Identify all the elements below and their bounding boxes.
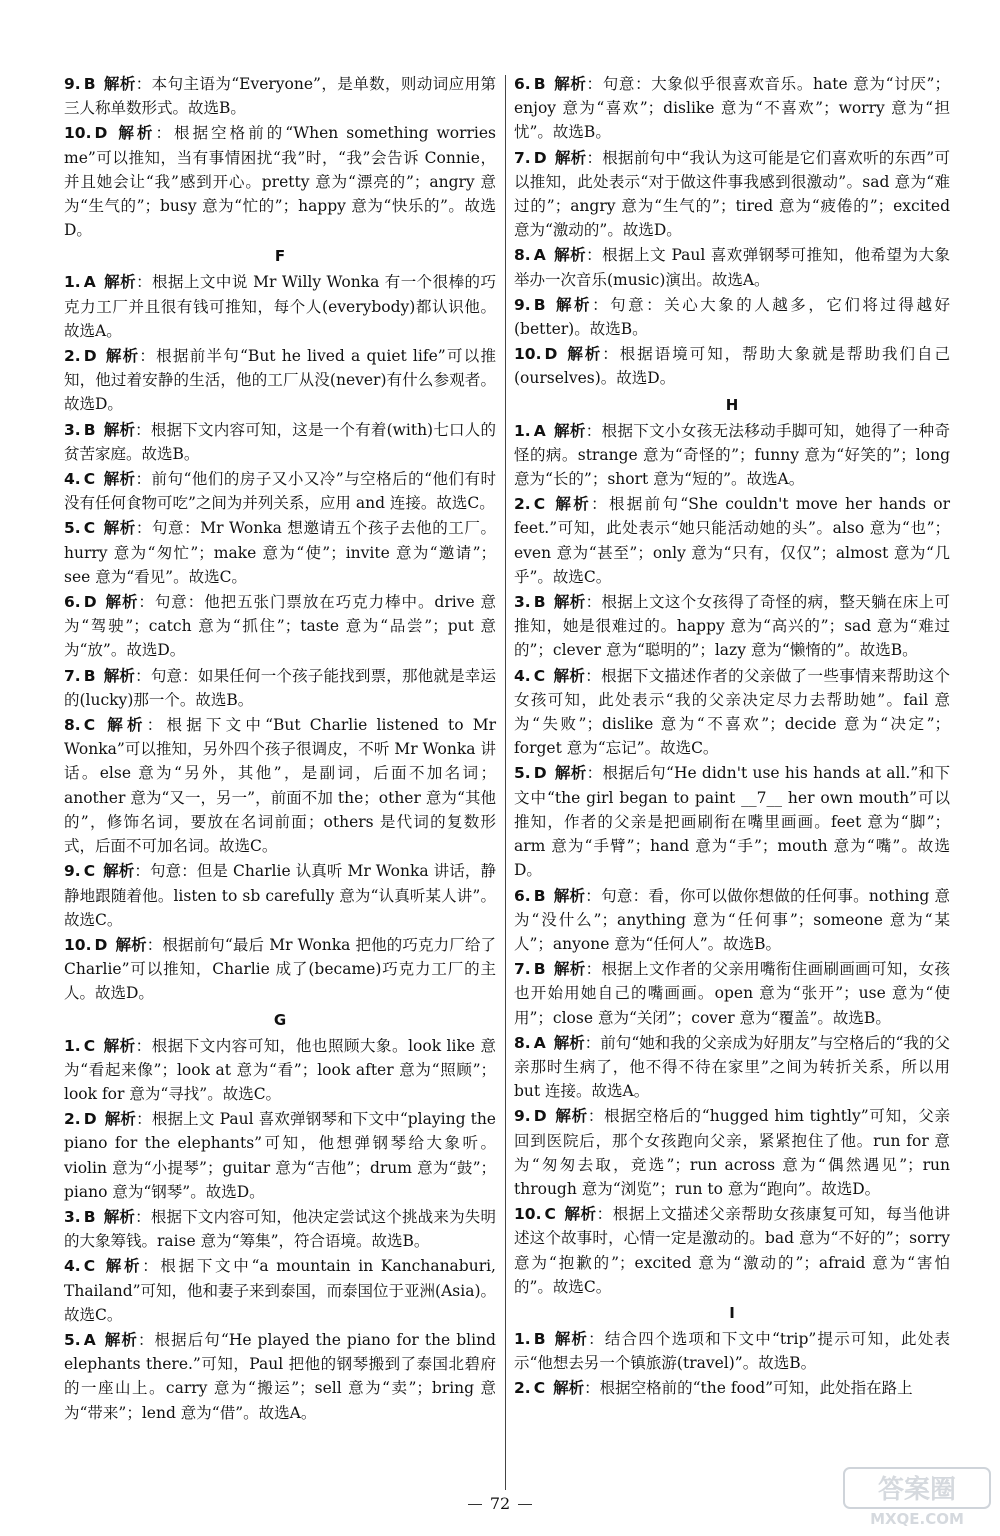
answer-letter: C xyxy=(83,470,96,489)
answer-item xyxy=(64,713,496,858)
explanation-tag: 解析 xyxy=(115,934,147,954)
explanation-tag: 解析 xyxy=(103,1035,136,1055)
tag-colon: ： xyxy=(592,295,611,314)
answer-letter: A xyxy=(533,421,546,440)
watermark-title: 答案圈 xyxy=(877,1475,957,1505)
explanation-text: 根据前句中“我认为这可能是它们喜欢听的东西”可以推知，此处表示“对于做这件事我感到很激动”。sad 意为“难过的”；angry 意为“生气的”；tired 意为“疲倦的”；excited 意为“激动的”。故选D。 xyxy=(514,148,950,240)
question-number: 3. xyxy=(64,420,81,439)
explanation-tag: 解析 xyxy=(553,592,586,612)
right-column xyxy=(514,72,950,1402)
question-number: 10. xyxy=(64,935,92,954)
explanation-text: 根据上文这个女孩得了奇怪的病，整天躺在床上可推知，她是很难过的。happy 意为“高兴的”；sad 意为“难过的”；clever 意为“聪明的”；lazy 意为“懒惰的”。故选B。 xyxy=(514,593,950,660)
explanation-tag: 解析 xyxy=(103,1206,136,1226)
left-column xyxy=(64,72,496,1426)
answer-letter: B xyxy=(533,960,546,979)
answer-letter: D xyxy=(83,1110,97,1129)
tag-colon: ： xyxy=(135,666,151,685)
explanation-tag: 解析 xyxy=(554,763,587,783)
answer-item xyxy=(514,1327,950,1375)
explanation-text: 句意：Mr Wonka 想邀请五个孩子去他的工厂。hurry 意为“匆忙”；make 意为“使”；invite 意为“邀请”；see 意为“看见”。故选C。 xyxy=(64,519,496,586)
watermark-logo xyxy=(842,1466,992,1528)
answer-item xyxy=(514,146,950,243)
answer-item xyxy=(64,121,496,242)
tag-colon: ： xyxy=(136,1110,152,1129)
explanation-text: 根据后句“He didn't use his hands at all.”和下文中“the girl began to paint __7__ her own mouth”可以推知，作者的父亲是把画刷衔在嘴里画画。feet 意为“脚”；arm 意为“手臂”；hand 意为“手”；mouth 意为“嘴”。故选D。 xyxy=(514,764,950,880)
explanation-tag: 解析 xyxy=(553,1328,589,1348)
question-number: 5. xyxy=(64,1330,81,1349)
explanation-text: 根据下文描述作者的父亲做了一些事情来帮助这个女孩可知，此处表示“我的父亲决定尽力去帮助她”。fail 意为“失败”；dislike 意为“不喜欢”；decide 意为“决定”；forget 意为“忘记”。故选C。 xyxy=(514,666,950,758)
tag-colon: ： xyxy=(585,421,602,440)
answer-letter: D xyxy=(94,124,108,143)
question-number: 1. xyxy=(64,273,81,292)
tag-colon: ： xyxy=(134,862,150,881)
explanation-tag: 解析 xyxy=(553,494,592,514)
question-number: 3. xyxy=(514,593,531,612)
tag-colon: ： xyxy=(135,470,152,489)
answer-item xyxy=(514,342,950,390)
explanation-text: 根据上文 Paul 喜欢弹钢琴可推知，他希望为大象举办一次音乐(music)演出。故选A。 xyxy=(514,246,950,289)
explanation-text: 句意：如果任何一个孩子能找到票，那他就是幸运的(lucky)那一个。故选B。 xyxy=(64,666,496,709)
explanation-text: 前句“他们的房子又小又冷”与空格后的“他们有时没有任何食物可吃”之间为并列关系，应用 and 连接。故选C。 xyxy=(64,470,496,513)
question-number: 7. xyxy=(514,148,531,167)
answer-item xyxy=(64,1328,496,1425)
tag-colon: ： xyxy=(135,1036,152,1055)
tag-colon: ： xyxy=(585,666,602,685)
answer-item xyxy=(64,933,496,1006)
tag-colon: ： xyxy=(585,960,602,979)
section-heading: G xyxy=(273,1010,287,1029)
tag-colon: ： xyxy=(591,495,609,514)
explanation-tag: 解析 xyxy=(115,123,156,143)
section-heading: I xyxy=(729,1303,735,1322)
tag-colon: ： xyxy=(588,1329,605,1348)
page-number: 72 xyxy=(489,1494,511,1513)
watermark-url: MXQE.COM xyxy=(870,1510,964,1528)
question-number: 6. xyxy=(64,593,81,612)
answer-item xyxy=(64,1205,496,1253)
tag-colon: ： xyxy=(155,124,175,143)
explanation-tag: 解析 xyxy=(104,1109,137,1129)
question-number: 4. xyxy=(64,470,81,489)
tag-colon: ： xyxy=(138,593,155,612)
tag-colon: ： xyxy=(146,716,167,735)
answer-letter: D xyxy=(544,345,558,364)
tag-colon: ： xyxy=(142,1257,161,1276)
answer-item xyxy=(514,1202,950,1299)
explanation-tag: 解析 xyxy=(103,861,135,881)
question-number: 2. xyxy=(514,495,531,514)
question-number: 4. xyxy=(514,666,531,685)
question-number: 4. xyxy=(64,1257,81,1276)
answer-item xyxy=(64,1254,496,1327)
tag-colon: ： xyxy=(586,764,603,783)
explanation-text: 根据下文中“a mountain in Kanchanaburi, Thailand”可知，他和妻子来到泰国，而泰国位于亚洲(Asia)。故选C。 xyxy=(64,1257,496,1324)
answer-item xyxy=(64,1034,496,1107)
answer-letter: A xyxy=(83,273,96,292)
answer-item xyxy=(514,1031,950,1104)
question-number: 6. xyxy=(514,75,531,93)
answer-item xyxy=(64,344,496,417)
explanation-text: 根据上文描述父亲帮助女孩康复可知，每当他讲述这个故事时，心情一定是激动的。bad 意为“不好的”；sorry 意为“抱歉的”；excited 意为“激动的”；afraid 意为“害怕的”。故选C。 xyxy=(514,1205,951,1296)
question-number: 7. xyxy=(514,960,531,979)
watermark-graphic xyxy=(842,1466,992,1528)
tag-colon: ： xyxy=(136,273,153,292)
question-number: 9. xyxy=(514,1107,531,1126)
explanation-tag: 解析 xyxy=(553,245,587,265)
explanation-text: 句意：他把五张门票放在巧克力棒中。drive 意为“驾驶”；catch 意为“抓住”；taste 意为“品尝”；put 意为“放”。故选D。 xyxy=(64,593,496,660)
explanation-text: 句意：看，你可以做你想做的任何事。nothing 意为“没什么”；anything 意为“任何事”；someone 意为“某人”；anyone 意为“任何人”。故选B。 xyxy=(514,886,950,953)
question-number: 10. xyxy=(514,1205,542,1224)
explanation-text: 句意：大象似乎很喜欢音乐。hate 意为“讨厌”；enjoy 意为“喜欢”；dislike 意为“不喜欢”；worry 意为“担忧”。故选B。 xyxy=(514,75,950,142)
explanation-text: 根据下文内容可知，他决定尝试这个挑战来为失明的大象筹钱。raise 意为“筹集”，符合语境。故选B。 xyxy=(64,1207,496,1251)
explanation-text: 根据前句“She couldn't move her hands or feet.”可知，此处表示“她只能活动她的头”。also 意为“也”；even 意为“甚至”；only 意为“只有，仅仅”；almost 意为“几乎”。故选C。 xyxy=(514,495,950,586)
answer-item xyxy=(64,859,496,932)
explanation-tag: 解析 xyxy=(103,665,136,685)
tag-colon: ： xyxy=(602,345,620,364)
question-number: 1. xyxy=(514,1329,531,1348)
answer-letter: B xyxy=(83,420,96,439)
answer-item xyxy=(64,1107,496,1204)
answer-item xyxy=(514,664,950,761)
explanation-text: 根据后句“He played the piano for the blind elephants there.”可知，Paul 把他的钢琴搬到了泰国北碧府的一座山上。carry 意为“搬运”；sell 意为“卖”；bring 意为“带来”；lend 意为“借”。故选A。 xyxy=(64,1330,496,1422)
answer-letter: C xyxy=(83,1257,96,1276)
answer-letter: B xyxy=(533,593,546,612)
answer-letter: D xyxy=(83,593,97,612)
explanation-text: 根据上文 Paul 喜欢弹钢琴和下文中“playing the piano for the elephants”可知，他想弹钢琴给大象听。violin 意为“小提琴”；guitar 意为“吉他”；drum 意为“鼓”；piano 意为“钢琴”。故选D。 xyxy=(64,1110,496,1201)
column-divider xyxy=(505,75,506,1490)
question-number: 5. xyxy=(64,519,81,538)
answer-letter: B xyxy=(533,295,546,314)
question-number: 3. xyxy=(64,1207,81,1226)
question-number: 9. xyxy=(64,75,81,93)
question-number: 6. xyxy=(514,886,531,905)
question-number: 5. xyxy=(514,764,531,783)
explanation-tag: 解析 xyxy=(554,1106,588,1126)
question-number: 2. xyxy=(64,1110,81,1129)
explanation-text: 根据前半句“But he lived a quiet life”可以推知，他过着安静的生活，他的工厂从没(never)有什么参观者。故选D。 xyxy=(64,347,496,414)
explanation-text: 根据前句“最后 Mr Wonka 把他的巧克力厂给了 Charlie”可以推知，Charlie 成了(became)巧克力工厂的主人。故选D。 xyxy=(64,935,496,1003)
tag-colon: ： xyxy=(584,1379,600,1398)
answer-letter: D xyxy=(533,1107,547,1126)
tag-colon: ： xyxy=(135,75,152,93)
explanation-text: 根据上文作者的父亲用嘴衔住画刷画画可知，女孩也开始用她自己的嘴画画。open 意为“张开”；use 意为“使用”；close 意为“关闭”；cover 意为“覆盖”。故选B。 xyxy=(514,960,950,1027)
answer-letter: A xyxy=(83,1330,96,1349)
answer-item xyxy=(514,1376,950,1400)
explanation-tag: 解析 xyxy=(103,1329,138,1349)
answer-item xyxy=(64,590,496,663)
explanation-text: 结合四个选项和下文中“trip”提示可知，此处表示“他想去另一个镇旅游(travel)”。故选B。 xyxy=(514,1329,950,1373)
explanation-tag: 解析 xyxy=(104,346,140,366)
tag-colon: ： xyxy=(585,593,602,612)
explanation-tag: 解析 xyxy=(103,74,136,93)
answer-letter: C xyxy=(83,716,96,735)
question-number: 2. xyxy=(514,1379,531,1398)
answer-item xyxy=(514,590,950,663)
explanation-tag: 解析 xyxy=(553,1378,585,1398)
question-number: 7. xyxy=(64,666,81,685)
question-number: 8. xyxy=(514,246,531,265)
answer-letter: A xyxy=(533,1033,546,1052)
explanation-tag: 解析 xyxy=(103,518,136,538)
answer-letter: D xyxy=(533,148,547,167)
answer-item xyxy=(514,1104,950,1201)
tag-colon: ： xyxy=(585,886,602,905)
explanation-tag: 解析 xyxy=(553,665,586,685)
question-number: 1. xyxy=(514,421,531,440)
footer-dash-left xyxy=(468,1504,482,1505)
section-heading: F xyxy=(274,247,286,266)
tag-colon: ： xyxy=(146,935,163,954)
explanation-text: 根据空格前的“the food”可知，此处指在路上 xyxy=(599,1379,913,1398)
explanation-text: 根据空格前的“When something worries me”可以推知，当有事情困扰“我”时，“我”会告诉 Connie，并且她会让“我”感到开心。pretty 意为“漂亮的”；angry 意为“生气的”；busy 意为“忙的”；happy 意为“快乐的”。故选D。 xyxy=(64,124,496,240)
explanation-tag: 解析 xyxy=(565,344,603,364)
answer-letter: D xyxy=(83,347,97,366)
answer-letter: D xyxy=(94,935,108,954)
explanation-text: 根据下文内容可知，他也照顾大象。look like 意为“看起来像”；look at 意为“看”；look after 意为“照顾”；look for 意为“寻找”。故选C。 xyxy=(64,1036,496,1103)
answer-item xyxy=(514,761,950,882)
explanation-text: 根据上文中说 Mr Willy Wonka 有一个很棒的巧克力工厂并且很有钱可推知，每个人(everybody)都认识他。故选A。 xyxy=(64,273,496,340)
question-number: 10. xyxy=(64,124,92,143)
explanation-tag: 解析 xyxy=(553,959,586,979)
explanation-tag: 解析 xyxy=(103,469,136,489)
tag-colon: ： xyxy=(584,1033,601,1052)
answer-letter: C xyxy=(533,1379,546,1398)
question-number: 8. xyxy=(514,1033,531,1052)
explanation-text: 前句“她和我的父亲成为好朋友”与空格后的“我的父亲那时生病了，他不得不待在家里”之间为转折关系，所以用 but 连接。故选A。 xyxy=(514,1033,950,1101)
question-number: 1. xyxy=(64,1036,81,1055)
explanation-tag: 解析 xyxy=(553,420,586,440)
explanation-tag: 解析 xyxy=(553,1032,585,1052)
answer-item xyxy=(514,884,950,957)
answer-item xyxy=(64,418,496,466)
answer-letter: C xyxy=(533,666,546,685)
tag-colon: ： xyxy=(586,148,603,167)
answer-letter: B xyxy=(533,1329,546,1348)
explanation-text: 本句主语为“Everyone”，是单数，则动词应用第三人称单数形式。故选B。 xyxy=(64,75,496,118)
footer-dash-right xyxy=(518,1504,532,1505)
answer-item xyxy=(514,72,950,145)
explanation-text: 根据下文小女孩无法移动手脚可知，她得了一种奇怪的病。strange 意为“奇怪的”；funny 意为“好笑的”；long 意为“长的”；short 意为“短的”。故选A。 xyxy=(514,421,950,489)
explanation-text: 根据语境可知，帮助大象就是帮助我们自己(ourselves)。故选D。 xyxy=(514,345,950,388)
answer-letter: B xyxy=(83,1207,96,1226)
question-number: 2. xyxy=(64,347,81,366)
answer-item xyxy=(64,516,496,589)
section-heading: H xyxy=(725,395,739,414)
answer-item xyxy=(514,957,950,1030)
explanation-tag: 解析 xyxy=(104,592,139,612)
tag-colon: ： xyxy=(596,1205,613,1224)
tag-colon: ： xyxy=(586,246,603,265)
answer-letter: B xyxy=(533,75,546,93)
explanation-tag: 解析 xyxy=(553,74,587,93)
answer-item xyxy=(64,270,496,343)
explanation-text: 根据下文中“But Charlie listened to Mr Wonka”可以推知，另外四个孩子很调皮，不听 Mr Wonka 讲话。else 意为“另外，其他”，是副词，后面不加名词；another 意为“又一，另一”，前面不加 the；other 意为“其他的”，修饰名词，要放在名词前面；others 是代词的复数形式，后面不可加名词。故选C。 xyxy=(64,716,496,856)
answer-letter: C xyxy=(83,519,96,538)
explanation-tag: 解析 xyxy=(554,147,587,167)
answer-item xyxy=(64,72,496,120)
explanation-text: 根据空格后的“hugged him tightly”可知，父亲回到医院后，那个女孩跑向父亲，紧紧抱住了他。run for 意为“匆匆去取，竞选”；run across 意为“偶然遇见”；run through 意为“浏览”；run to 意为“跑向”。故选D。 xyxy=(514,1107,950,1198)
question-number: 9. xyxy=(514,295,531,314)
answer-letter: B xyxy=(83,75,96,93)
question-number: 9. xyxy=(64,862,81,881)
answer-letter: C xyxy=(83,1036,96,1055)
explanation-tag: 解析 xyxy=(553,885,586,905)
question-number: 10. xyxy=(514,345,542,364)
explanation-text: 句意：但是 Charlie 认真听 Mr Wonka 讲话，静静地跟随着他。listen to sb carefully 意为“认真听某人讲”。故选C。 xyxy=(64,862,496,929)
answer-item xyxy=(514,419,950,492)
tag-colon: ： xyxy=(586,75,603,93)
tag-colon: ： xyxy=(137,1330,155,1349)
answer-letter: D xyxy=(533,764,547,783)
answer-item xyxy=(514,492,950,589)
explanation-tag: 解析 xyxy=(103,272,137,292)
answer-item xyxy=(64,467,496,515)
tag-colon: ： xyxy=(135,1207,151,1226)
answer-letter: B xyxy=(533,886,546,905)
explanation-tag: 解析 xyxy=(553,294,593,314)
answer-item xyxy=(64,664,496,712)
answer-letter: C xyxy=(544,1205,556,1224)
answer-letter: B xyxy=(83,666,96,685)
question-number: 8. xyxy=(64,716,81,735)
tag-colon: ： xyxy=(139,347,157,366)
tag-colon: ： xyxy=(135,519,152,538)
answer-letter: C xyxy=(533,495,546,514)
explanation-tag: 解析 xyxy=(103,419,136,439)
explanation-text: 句意：关心大象的人越多，它们将过得越好(better)。故选B。 xyxy=(514,295,950,339)
explanation-tag: 解析 xyxy=(103,715,147,735)
tag-colon: ： xyxy=(587,1107,605,1126)
answer-letter: C xyxy=(83,862,96,881)
tag-colon: ： xyxy=(135,420,151,439)
explanation-tag: 解析 xyxy=(103,1256,143,1276)
explanation-tag: 解析 xyxy=(563,1204,597,1224)
answer-item xyxy=(514,293,950,341)
explanation-text: 根据下文内容可知，这是一个有着(with)七口人的贫苦家庭。故选B。 xyxy=(64,420,496,463)
answer-item xyxy=(514,243,950,291)
answer-letter: A xyxy=(533,246,546,265)
